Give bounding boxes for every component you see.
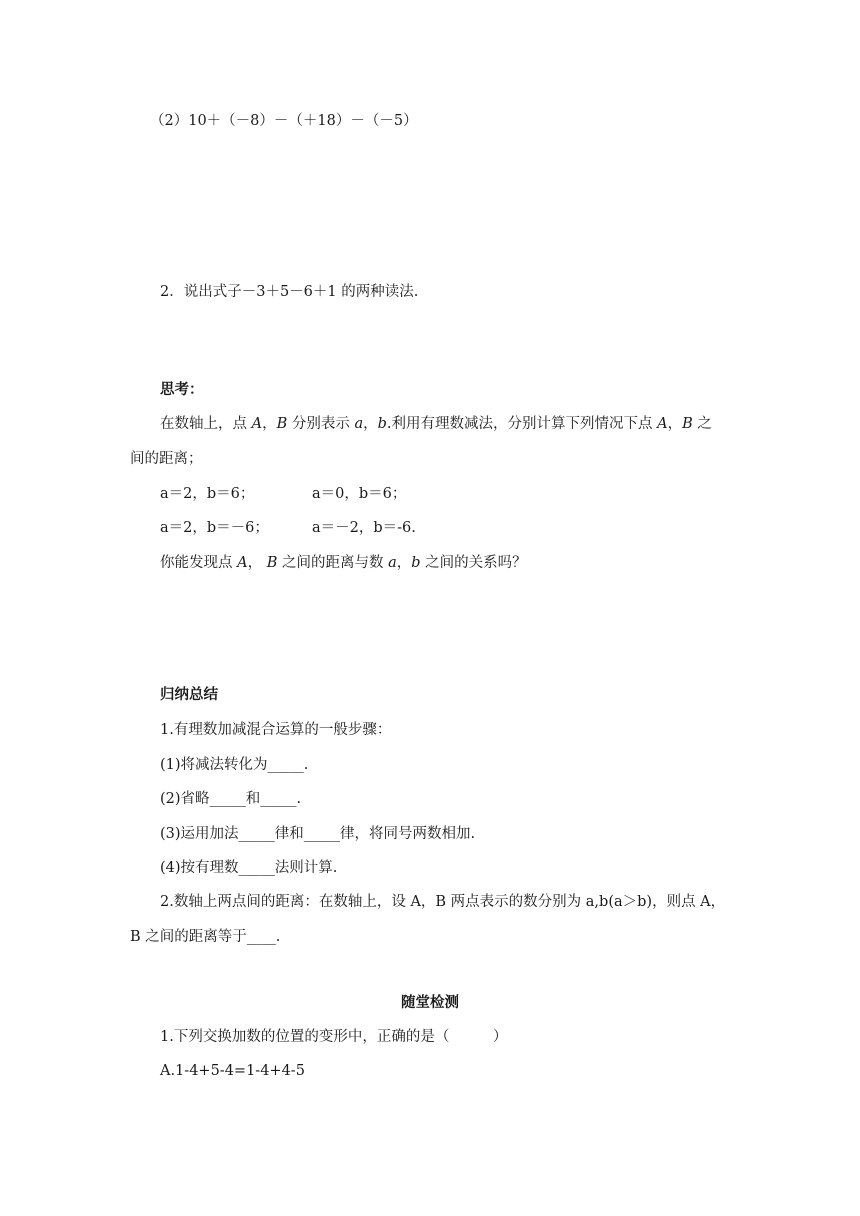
summary-item-2-line1: 2.数轴上两点间的距离：在数轴上，设 A，B 两点表示的数分别为 a,b(a＞b)，则点 A， bbox=[160, 894, 726, 910]
think-question: 你能发现点 A， B 之间的距离与数 a，b 之间的关系吗？ bbox=[160, 555, 527, 571]
check-question-1: 1.下列交换加数的位置的变形中，正确的是（ ） bbox=[160, 1029, 508, 1045]
summary-step-1: (1)将减法转化为_____. bbox=[160, 757, 309, 773]
case-3: a＝2，b＝－6； bbox=[160, 520, 269, 536]
problem-2: （2）10＋（－8）－（＋18）－（－5） bbox=[150, 113, 418, 129]
summary-step-4: (4)按有理数_____法则计算. bbox=[160, 860, 338, 876]
summary-step-3: (3)运用加法_____律和_____律，将同号两数相加. bbox=[160, 826, 476, 842]
summary-heading: 归纳总结 bbox=[160, 687, 218, 703]
question-2: 2．说出式子－3＋5－6＋1 的两种读法. bbox=[160, 284, 419, 300]
summary-item-1: 1.有理数加减混合运算的一般步骤： bbox=[160, 722, 392, 738]
case-2: a＝0，b＝6； bbox=[312, 486, 407, 502]
think-heading: 思考： bbox=[160, 382, 204, 398]
think-intro-line2: 间的距离； bbox=[130, 451, 203, 467]
case-4: a＝－2，b＝-6. bbox=[312, 520, 416, 536]
check-heading: 随堂检测 bbox=[401, 995, 459, 1011]
summary-item-2-line2: B 之间的距离等于____. bbox=[130, 929, 281, 945]
think-intro-line1: 在数轴上，点 A，B 分别表示 a，b.利用有理数减法，分别计算下列情况下点 A，B 之 bbox=[160, 416, 712, 432]
summary-step-2: (2)省略_____和_____. bbox=[160, 791, 302, 807]
check-option-a: A.1-4+5-4=1-4+4-5 bbox=[160, 1063, 305, 1079]
case-1: a＝2，b＝6； bbox=[160, 486, 255, 502]
